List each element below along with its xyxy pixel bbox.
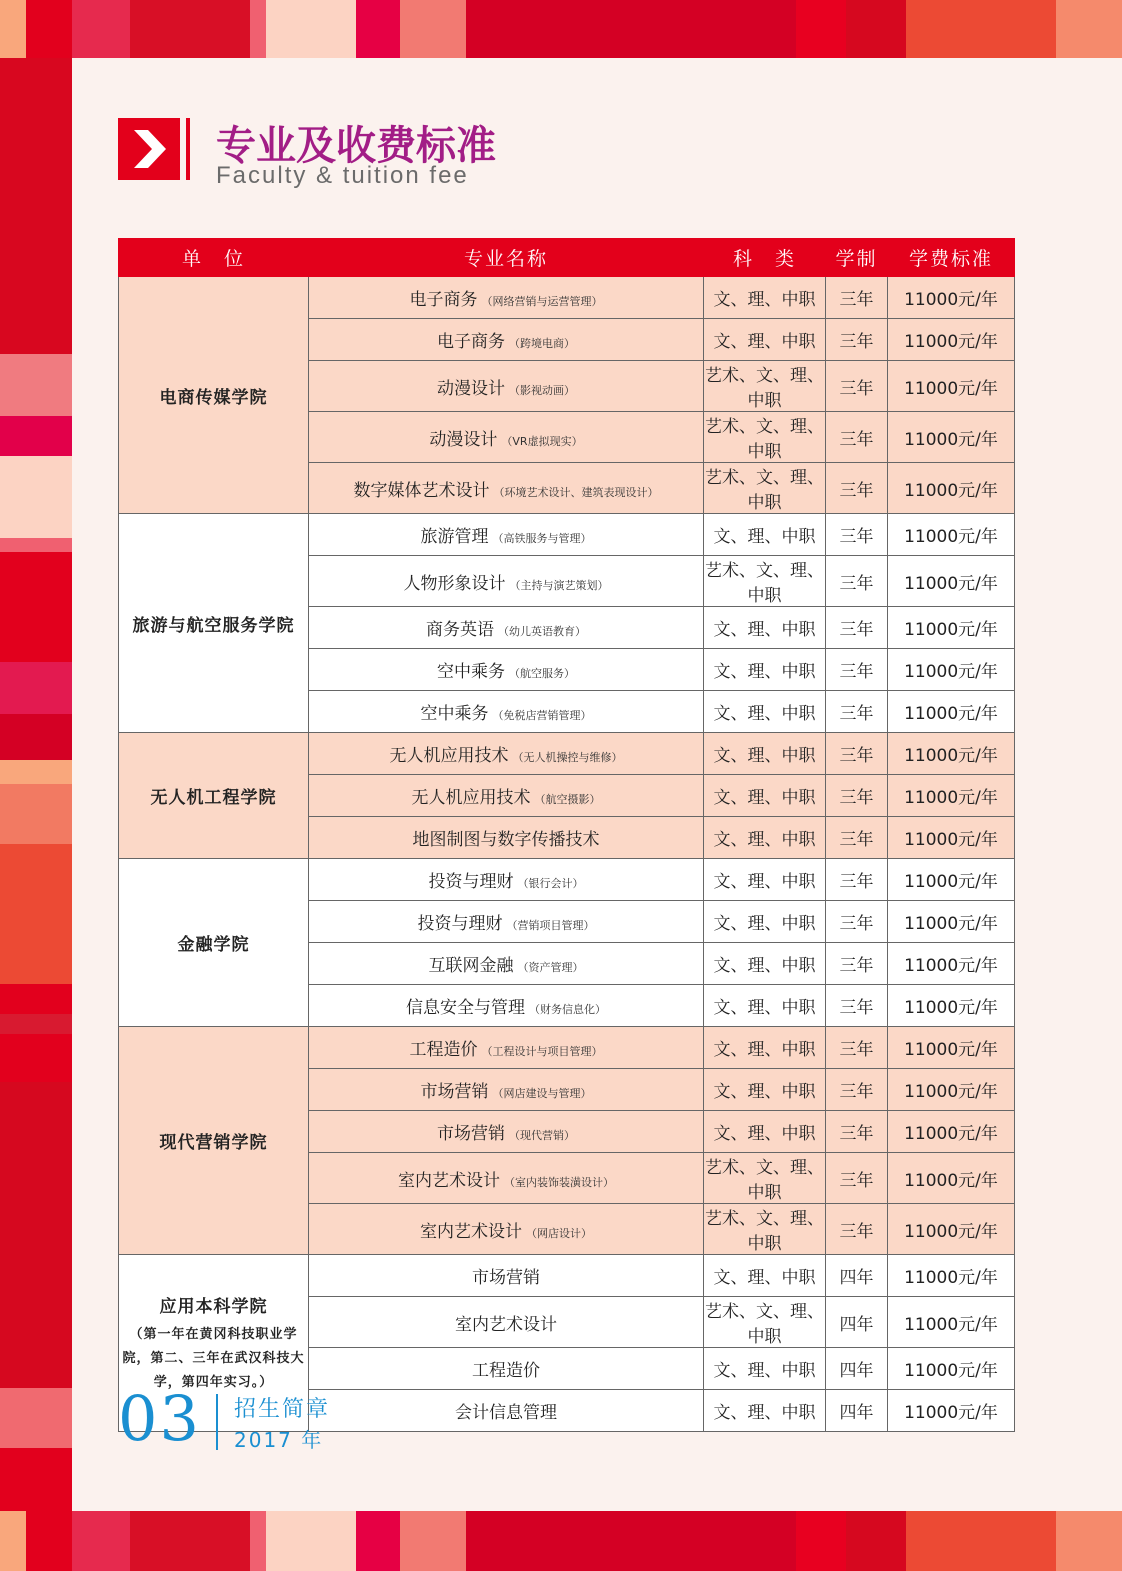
years-cell: 三年	[826, 817, 888, 859]
major-name: 会计信息管理	[455, 1403, 557, 1423]
major-note: （航空摄影）	[534, 793, 601, 806]
fee-cell: 11000元/年	[888, 1297, 1015, 1348]
subject-cell: 文、理、中职	[704, 985, 826, 1027]
fee-cell: 11000元/年	[888, 319, 1015, 361]
subject-cell: 文、理、中职	[704, 1027, 826, 1069]
fee-cell: 11000元/年	[888, 412, 1015, 463]
header-major: 专业名称	[309, 239, 704, 277]
fee-cell: 11000元/年	[888, 361, 1015, 412]
unit-name: 无人机工程学院	[150, 788, 277, 808]
major-name: 投资与理财	[417, 914, 503, 934]
major-note: （资产管理）	[517, 961, 584, 974]
years-cell: 三年	[826, 463, 888, 514]
major-note: （现代营销）	[509, 1129, 575, 1142]
table-row	[119, 1255, 1015, 1297]
years-cell: 三年	[826, 943, 888, 985]
subject-cell: 文、理、中职	[704, 1255, 826, 1297]
major-note: （航空服务）	[509, 667, 575, 680]
fee-cell: 11000元/年	[888, 943, 1015, 985]
unit-cell	[119, 859, 309, 1027]
years-cell: 三年	[826, 1027, 888, 1069]
subject-cell: 艺术、文、理、中职	[704, 463, 826, 514]
years-cell: 三年	[826, 985, 888, 1027]
major-note: （主持与演艺策划）	[509, 578, 609, 592]
top-color-stripe	[0, 0, 1122, 58]
major-note: （环境艺术设计、建筑表现设计）	[493, 485, 659, 499]
major-note: （VR虚拟现实）	[501, 434, 583, 448]
fee-cell: 11000元/年	[888, 1390, 1015, 1432]
page-number: 03	[118, 1382, 201, 1455]
subject-cell: 文、理、中职	[704, 943, 826, 985]
major-note: （工程设计与项目管理）	[481, 1045, 603, 1058]
major-name: 工程造价	[472, 1361, 540, 1381]
major-name: 地图制图与数字传播技术	[412, 830, 600, 850]
major-note: （财务信息化）	[529, 1003, 606, 1016]
major-note: （银行会计）	[517, 877, 584, 890]
subject-cell: 艺术、文、理、中职	[704, 1297, 826, 1348]
subject-cell: 文、理、中职	[704, 319, 826, 361]
major-name: 市场营销	[420, 1082, 489, 1102]
years-cell: 三年	[826, 607, 888, 649]
subject-cell: 文、理、中职	[704, 901, 826, 943]
fee-cell: 11000元/年	[888, 1348, 1015, 1390]
table-row	[119, 277, 1015, 319]
fee-cell: 11000元/年	[888, 514, 1015, 556]
table-row	[119, 859, 1015, 901]
subject-cell: 文、理、中职	[704, 1069, 826, 1111]
fee-cell: 11000元/年	[888, 733, 1015, 775]
major-name: 无人机应用技术	[411, 788, 531, 808]
major-cell	[309, 733, 704, 775]
major-cell	[309, 1027, 704, 1069]
major-cell	[309, 556, 704, 607]
unit-name: 现代营销学院	[159, 1133, 268, 1153]
subject-cell: 文、理、中职	[704, 859, 826, 901]
major-name: 数字媒体艺术设计	[353, 480, 490, 501]
major-cell	[309, 1111, 704, 1153]
subject-cell: 艺术、文、理、中职	[704, 1204, 826, 1255]
fee-cell: 11000元/年	[888, 1111, 1015, 1153]
major-name: 电子商务	[437, 332, 505, 352]
page-subtitle: Faculty & tuition fee	[216, 162, 469, 189]
major-name: 商务英语	[426, 620, 494, 640]
major-cell	[309, 1297, 704, 1348]
major-note: （网店建设与管理）	[492, 1087, 592, 1100]
fee-cell: 11000元/年	[888, 649, 1015, 691]
major-name: 空中乘务	[437, 662, 505, 682]
major-name: 空中乘务	[420, 704, 489, 724]
subject-cell: 文、理、中职	[704, 1348, 826, 1390]
major-name: 投资与理财	[428, 872, 514, 892]
major-note: （免税店营销管理）	[492, 709, 592, 722]
subject-cell: 文、理、中职	[704, 733, 826, 775]
subject-cell: 文、理、中职	[704, 1111, 826, 1153]
years-cell: 三年	[826, 775, 888, 817]
major-name: 室内艺术设计	[398, 1170, 500, 1191]
footer-divider	[216, 1394, 218, 1450]
subject-cell: 艺术、文、理、中职	[704, 412, 826, 463]
major-name: 室内艺术设计	[455, 1314, 557, 1335]
subject-cell: 艺术、文、理、中职	[704, 1153, 826, 1204]
major-cell	[309, 1153, 704, 1204]
table-row	[119, 514, 1015, 556]
major-cell	[309, 775, 704, 817]
years-cell: 三年	[826, 859, 888, 901]
major-name: 市场营销	[472, 1268, 540, 1288]
major-note: （高铁服务与管理）	[492, 532, 592, 545]
fee-cell: 11000元/年	[888, 1069, 1015, 1111]
years-cell: 三年	[826, 649, 888, 691]
fee-cell: 11000元/年	[888, 463, 1015, 514]
major-cell	[309, 1204, 704, 1255]
major-cell	[309, 649, 704, 691]
major-note: （室内装饰装潢设计）	[504, 1175, 614, 1189]
major-cell	[309, 514, 704, 556]
major-name: 工程造价	[409, 1040, 478, 1060]
major-name: 市场营销	[437, 1124, 505, 1144]
major-name: 动漫设计	[429, 429, 498, 450]
fee-cell: 11000元/年	[888, 1153, 1015, 1204]
subject-cell: 文、理、中职	[704, 277, 826, 319]
table-body	[119, 277, 1015, 1432]
subject-cell: 文、理、中职	[704, 607, 826, 649]
unit-cell	[119, 733, 309, 859]
major-name: 互联网金融	[428, 956, 514, 976]
major-cell	[309, 943, 704, 985]
brochure-year: 2017 年	[234, 1428, 324, 1452]
table-row	[119, 1027, 1015, 1069]
years-cell: 三年	[826, 1204, 888, 1255]
major-cell	[309, 412, 704, 463]
fee-cell: 11000元/年	[888, 1255, 1015, 1297]
major-name: 人物形象设计	[403, 573, 506, 594]
major-cell	[309, 319, 704, 361]
years-cell: 三年	[826, 1069, 888, 1111]
major-cell	[309, 901, 704, 943]
major-cell	[309, 859, 704, 901]
bottom-color-stripe	[0, 1511, 1122, 1571]
major-note: （影视动画）	[509, 383, 575, 397]
fee-cell: 11000元/年	[888, 817, 1015, 859]
major-note: （营销项目管理）	[506, 919, 595, 932]
years-cell: 三年	[826, 733, 888, 775]
unit-name: 应用本科学院	[159, 1296, 268, 1317]
fee-cell: 11000元/年	[888, 691, 1015, 733]
major-name: 无人机应用技术	[389, 746, 509, 766]
years-cell: 三年	[826, 412, 888, 463]
years-cell: 三年	[826, 691, 888, 733]
unit-cell	[119, 1027, 309, 1255]
years-cell: 三年	[826, 277, 888, 319]
years-cell: 三年	[826, 1153, 888, 1204]
major-name: 信息安全与管理	[406, 998, 525, 1018]
header-years: 学制	[826, 239, 888, 277]
page-title: 专业及收费标准	[216, 123, 496, 169]
years-cell: 三年	[826, 901, 888, 943]
subject-cell: 文、理、中职	[704, 775, 826, 817]
fee-cell: 11000元/年	[888, 859, 1015, 901]
years-cell: 三年	[826, 361, 888, 412]
unit-note: （第一年在黄冈科技职业学院，第二、三年在武汉科技大学，第四年实习。）	[122, 1326, 305, 1390]
years-cell: 四年	[826, 1297, 888, 1348]
header-unit: 单 位	[119, 239, 309, 277]
major-name: 旅游管理	[420, 527, 489, 547]
major-cell	[309, 985, 704, 1027]
fee-cell: 11000元/年	[888, 277, 1015, 319]
unit-cell	[119, 514, 309, 733]
fee-cell: 11000元/年	[888, 775, 1015, 817]
left-color-stripe	[0, 58, 72, 1511]
major-cell	[309, 1069, 704, 1111]
years-cell: 三年	[826, 556, 888, 607]
subject-cell: 文、理、中职	[704, 817, 826, 859]
fee-cell: 11000元/年	[888, 901, 1015, 943]
years-cell: 三年	[826, 319, 888, 361]
fee-cell: 11000元/年	[888, 607, 1015, 649]
unit-name: 金融学院	[177, 935, 250, 955]
tuition-table	[118, 238, 1015, 1432]
chevron-right-icon	[118, 118, 180, 180]
brochure-label: 招生简章	[234, 1397, 331, 1422]
fee-cell: 11000元/年	[888, 1027, 1015, 1069]
major-note: （无人机操控与维修）	[512, 751, 623, 764]
years-cell: 四年	[826, 1255, 888, 1297]
major-cell	[309, 1348, 704, 1390]
years-cell: 三年	[826, 1111, 888, 1153]
major-note: （幼儿英语教育）	[498, 625, 586, 638]
major-cell	[309, 277, 704, 319]
unit-name: 电商传媒学院	[159, 387, 268, 408]
header-fee: 学费标准	[888, 239, 1015, 277]
unit-cell	[119, 277, 309, 514]
table-row	[119, 733, 1015, 775]
major-cell	[309, 691, 704, 733]
fee-cell: 11000元/年	[888, 556, 1015, 607]
major-name: 动漫设计	[437, 378, 505, 399]
major-cell	[309, 1255, 704, 1297]
major-cell	[309, 1390, 704, 1432]
subject-cell: 艺术、文、理、中职	[704, 556, 826, 607]
table-header-row	[119, 239, 1015, 277]
fee-cell: 11000元/年	[888, 1204, 1015, 1255]
major-note: （跨境电商）	[509, 337, 575, 350]
title-divider	[186, 118, 190, 180]
major-note: （网店设计）	[526, 1226, 592, 1240]
major-name: 电子商务	[409, 290, 478, 310]
years-cell: 三年	[826, 514, 888, 556]
fee-cell: 11000元/年	[888, 985, 1015, 1027]
subject-cell: 文、理、中职	[704, 514, 826, 556]
years-cell: 四年	[826, 1348, 888, 1390]
subject-cell: 文、理、中职	[704, 1390, 826, 1432]
subject-cell: 艺术、文、理、中职	[704, 361, 826, 412]
unit-name: 旅游与航空服务学院	[132, 615, 295, 636]
major-note: （网络营销与运营管理）	[481, 295, 603, 308]
major-cell	[309, 361, 704, 412]
header-subject: 科 类	[704, 239, 826, 277]
subject-cell: 文、理、中职	[704, 691, 826, 733]
years-cell: 四年	[826, 1390, 888, 1432]
subject-cell: 文、理、中职	[704, 649, 826, 691]
major-cell	[309, 463, 704, 514]
major-name: 室内艺术设计	[420, 1221, 522, 1242]
major-cell	[309, 817, 704, 859]
major-cell	[309, 607, 704, 649]
